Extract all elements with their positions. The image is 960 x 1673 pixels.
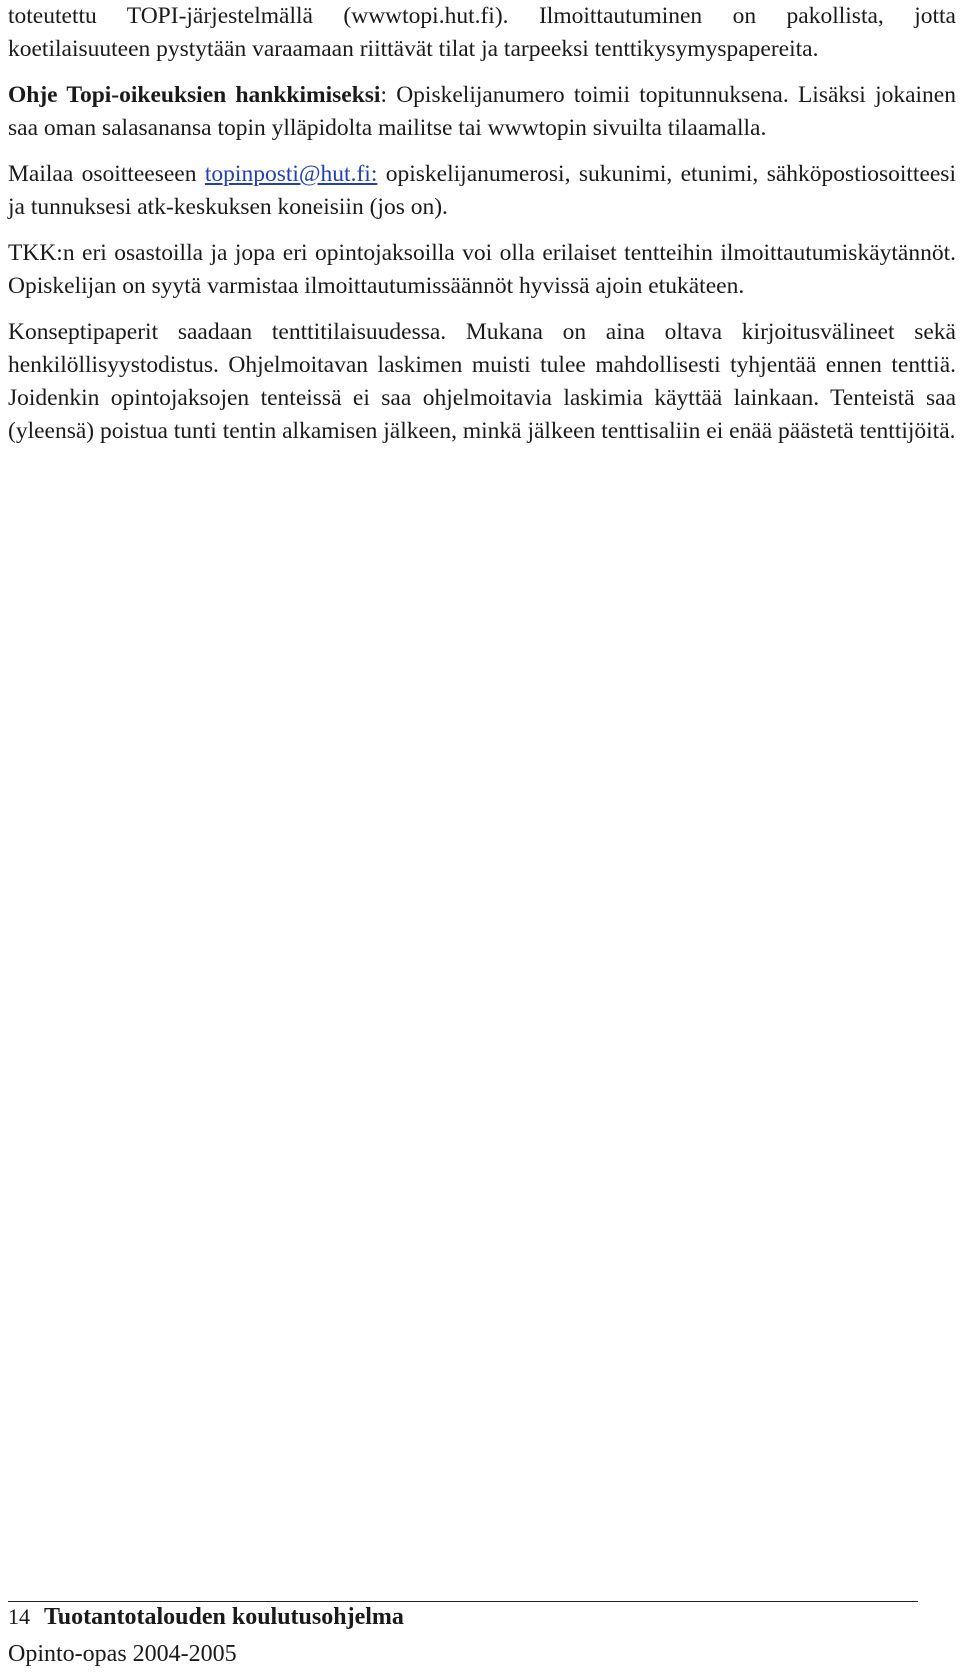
mail-intro-text: Mailaa osoitteeseen — [8, 161, 205, 187]
guide-title: Opinto-opas 2004-2005 — [8, 1641, 237, 1667]
topi-instructions-text: : Opiskelijanumero toimii topitunnuksena. Lisäksi jokainen saa oman salasanansa topin ylläpidolta mailitse tai wwwtopin sivuilta tilaamalla. — [8, 82, 956, 141]
programme-title: Tuotantotalouden koulutusohjelma — [44, 1604, 404, 1630]
mail-details-text: opiskelijanumerosi, sukunimi, etunimi, sähköpostiosoitteesi ja tunnuksesi atk-keskuksen koneisiin (jos on). — [8, 161, 956, 220]
email-link[interactable]: topinposti@hut.fi: — [204, 161, 378, 187]
footer-divider — [8, 1601, 918, 1602]
paragraph-mail-address — [8, 158, 956, 224]
paragraph-exam-rules: Konseptipaperit saadaan tenttitilaisuudessa. Mukana on aina oltava kirjoitusvälineet sekä henkilöllisyystodistus. Ohjelmoitavan laskimen muisti tulee mahdollisesti tyhjentää ennen tenttiä. Joidenkin opintojaksojen tenteissä ei saa ohjelmoitavia laskimia käyttää lainkaan. Tenteistä saa (yleensä) poistua tunti tentin alkamisen jälkeen, minkä jälkeen tenttisaliin ei enää päästetä tenttijöitä. — [8, 319, 956, 444]
paragraph-topi-instructions — [8, 79, 956, 145]
page-footer — [8, 1604, 708, 1670]
document-body — [8, 0, 956, 461]
topi-instructions-heading: Ohje Topi-oikeuksien hankkimiseksi — [8, 82, 381, 108]
paragraph-registration: toteutettu TOPI-järjestelmällä (wwwtopi.hut.fi). Ilmoittautuminen on pakollista, jotta koetilaisuuteen pystytään varaamaan riittävät tilat ja tarpeeksi tenttikysymyspapereita. — [8, 3, 956, 62]
paragraph-department-practices: TKK:n eri osastoilla ja jopa eri opintojaksoilla voi olla erilaiset tentteihin ilmoittautumiskäytännöt. Opiskelijan on syytä varmistaa ilmoittautumissäännöt hyvissä ajoin etukäteen. — [8, 240, 956, 299]
page-number: 14 — [8, 1604, 30, 1629]
footer-line — [8, 1604, 708, 1638]
